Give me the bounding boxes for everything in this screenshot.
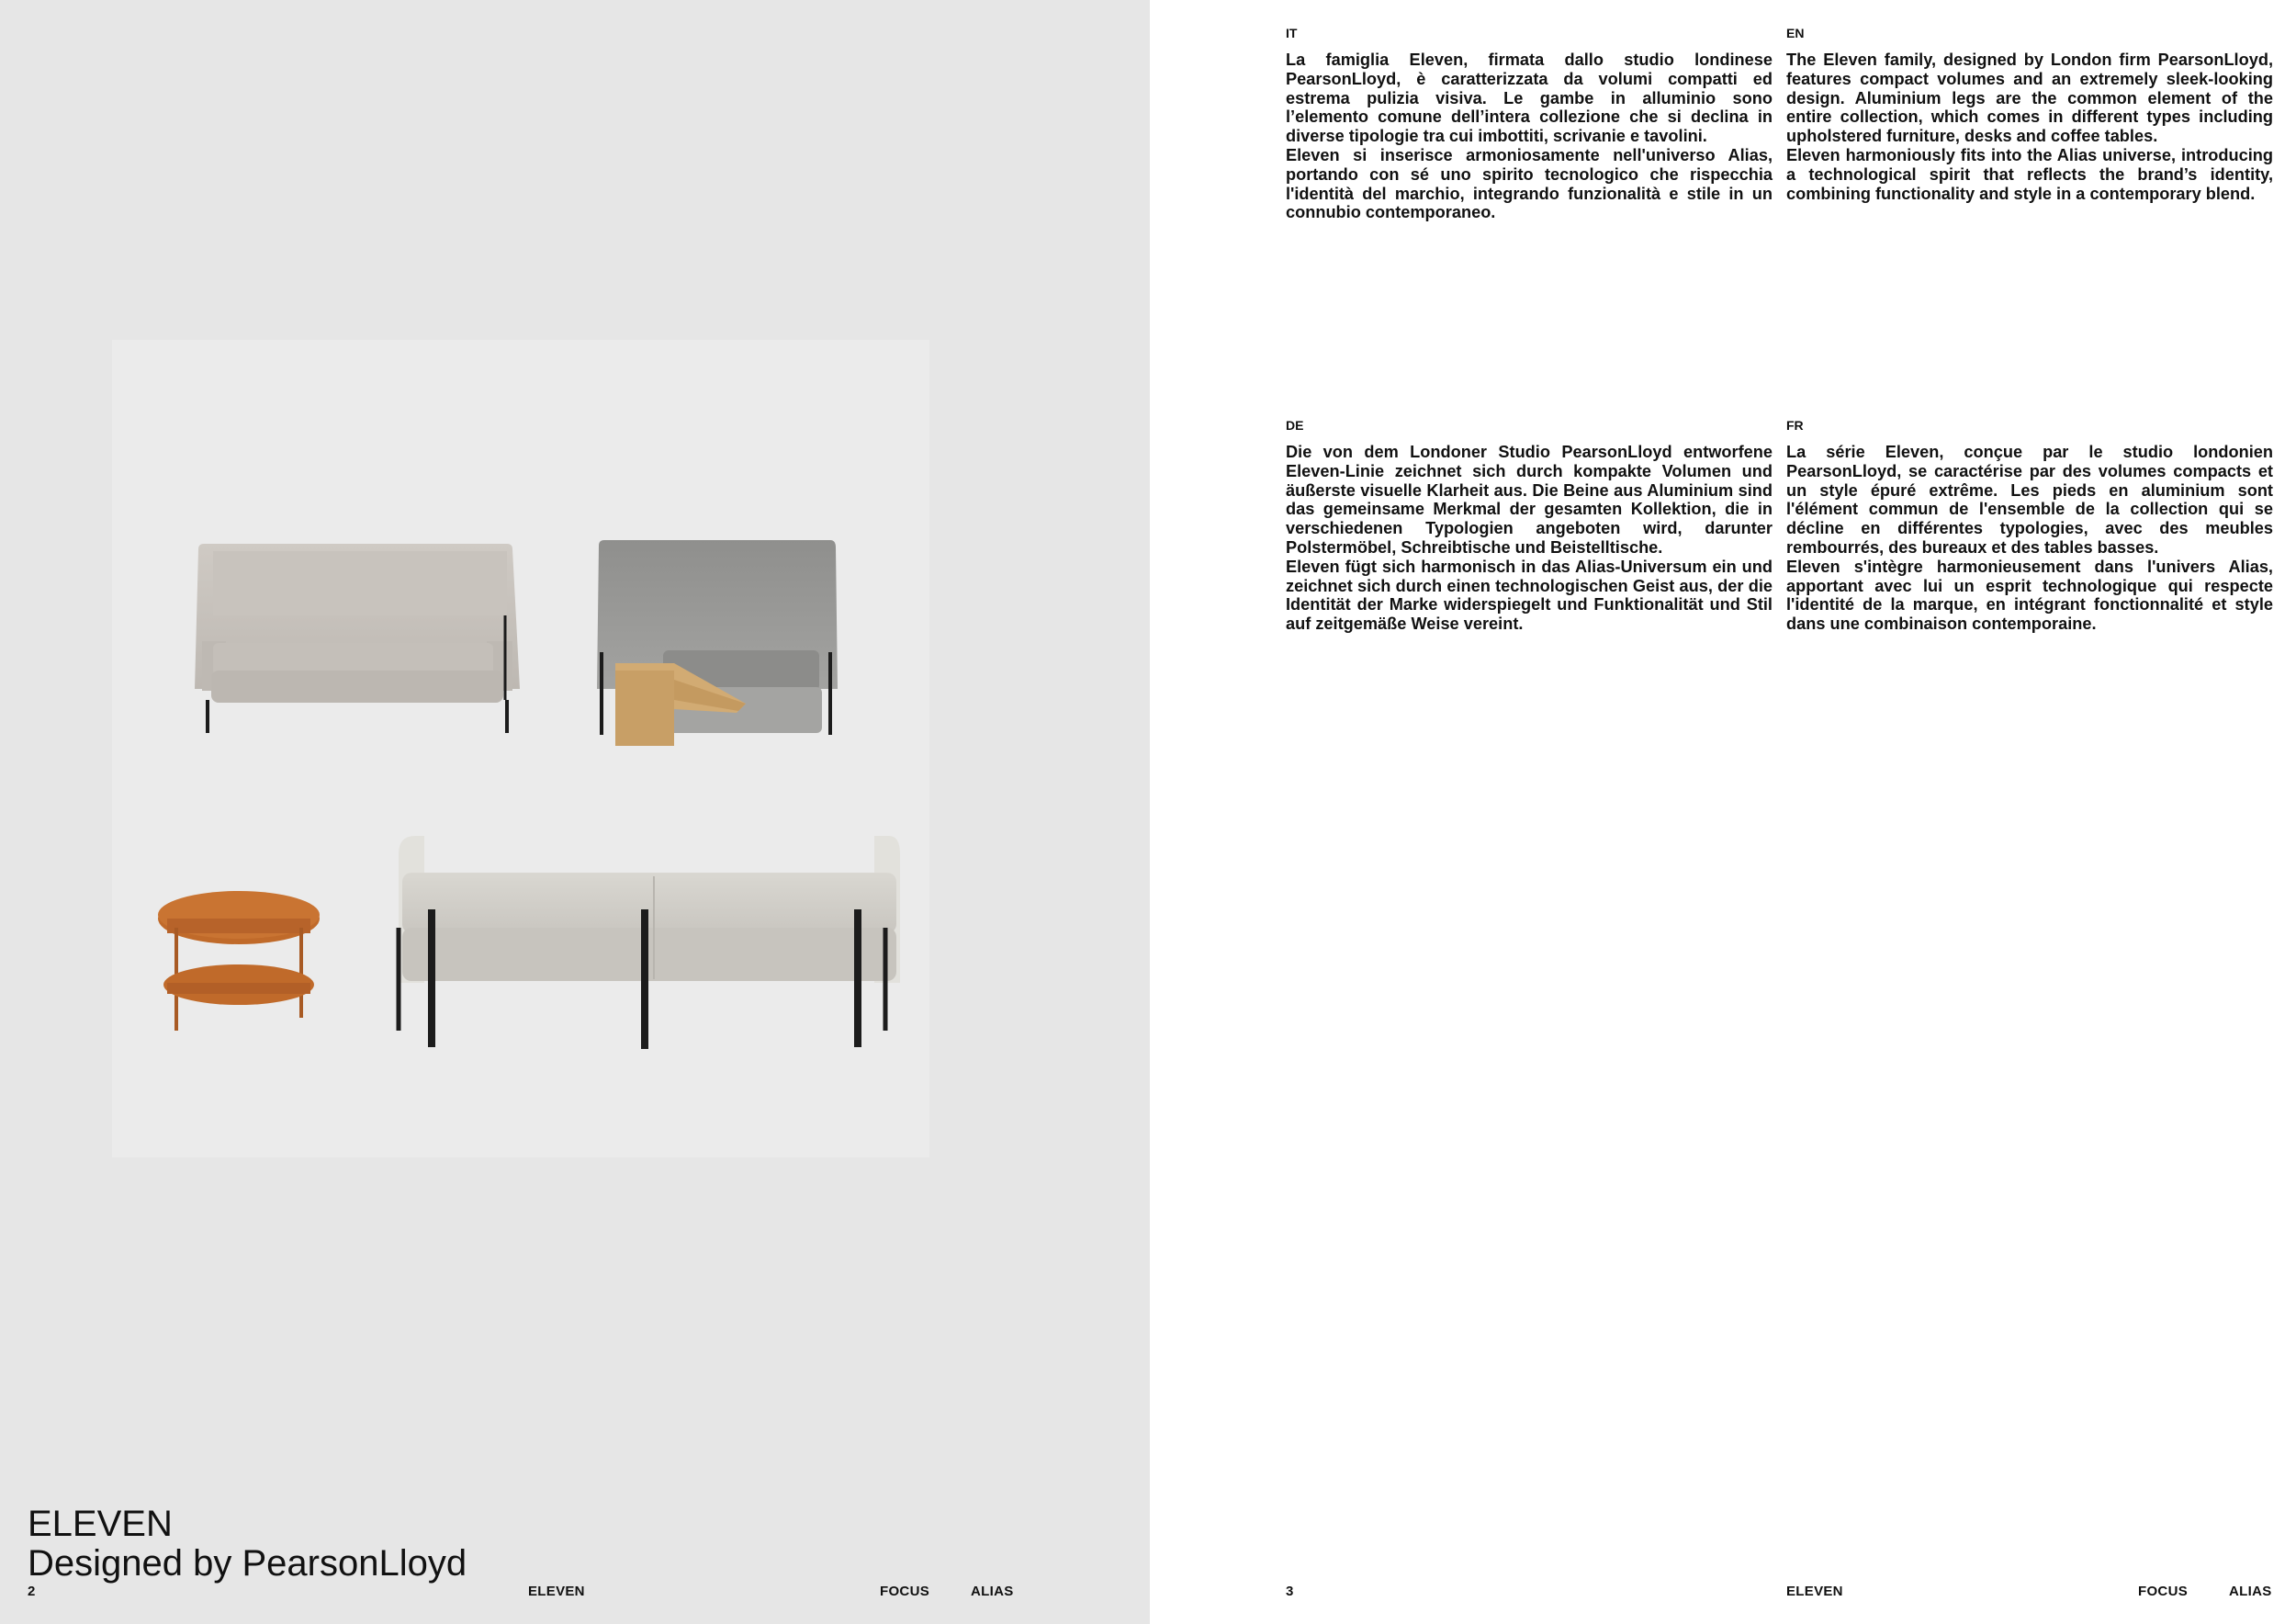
right-page — [1150, 0, 2296, 1624]
footer-brand: ALIAS — [971, 1584, 1014, 1599]
paragraph: The Eleven family, designed by London firm PearsonLloyd, features compact volumes and an extremely sleek-looking design. Aluminium legs are the common element of the entire collection, which comes in different types including upholstered furniture, desks and coffee tables. — [1786, 51, 2273, 146]
paragraph: Die von dem Londoner Studio PearsonLloyd entworfene Eleven-Linie zeichnet sich durch kompakte Volumen und äußerste visuelle Klarheit aus. Die Beine aus Aluminium sind das gemeinsame Merkmal der gesamten Kollektion, die in verschiedenen Typologien angeboten wird, darunter Polstermöbel, Schreibtische und Beistelltische. — [1286, 443, 1773, 557]
paragraph: Eleven fügt sich harmonisch in das Alias-Universum ein und zeichnet sich durch einen technologischen Geist aus, der die Identität der Marke widerspiegelt und Funktionalität und Stil auf zeitgemäße Weise vereint. — [1286, 557, 1773, 634]
paragraph: Eleven harmoniously fits into the Alias universe, introducing a technological spirit that reflects the brand’s identity, combining functionality and style in a contemporary blend. — [1786, 145, 2273, 203]
lang-label-de: DE — [1286, 418, 1304, 433]
paragraph: Eleven si inserisce armoniosamente nell'universo Alias, portando con sé uno spirito tecnologico che rispecchia l'identità del marchio, integrando funzionalità e stile in un connubio contemporaneo. — [1286, 145, 1773, 222]
three-seater-sofa — [399, 836, 900, 1049]
product-photo — [112, 340, 929, 1157]
text-block-it — [1286, 51, 1773, 222]
paragraph: Eleven s'intègre harmonieusement dans l'univers Alias, apportant avec lui un esprit technologique qui respecte l'identité de la marque, en intégrant fonctionnalité et style dans une combinaison contemporaine. — [1786, 557, 2273, 634]
lang-label-en: EN — [1786, 26, 1805, 40]
round-coffee-table — [158, 891, 320, 1031]
page-number: 3 — [1286, 1584, 1294, 1599]
page-number: 2 — [28, 1584, 36, 1599]
eleven-collection-illustration — [112, 340, 929, 1157]
footer-section: FOCUS — [2138, 1584, 2188, 1599]
highback-armchair-with-table — [597, 540, 838, 746]
text-block-fr — [1786, 443, 2273, 634]
lang-label-it: IT — [1286, 26, 1298, 40]
paragraph: La famiglia Eleven, firmata dallo studio londinese PearsonLloyd, è caratterizzata da volumi compatti ed estrema pulizia visiva. Le gambe in alluminio sono l’elemento comune dell’intera collezione che si declina in diverse tipologie tra cui imbottiti, scrivanie e tavolini. — [1286, 51, 1773, 146]
paragraph: La série Eleven, conçue par le studio londonien PearsonLloyd, se caractérise par des volumes compacts et un style épuré extrême. Les pieds en aluminium sont l'élément commun de l'ensemble de la collection qui se décline en différentes typologies, avec des meubles rembourrés, des bureaux et des tables basses. — [1786, 443, 2273, 557]
footer-collection: ELEVEN — [1786, 1584, 1843, 1599]
text-block-de — [1286, 443, 1773, 634]
footer-collection: ELEVEN — [528, 1584, 585, 1599]
footer-section: FOCUS — [880, 1584, 929, 1599]
highback-sofa — [195, 544, 520, 733]
footer-brand: ALIAS — [2229, 1584, 2272, 1599]
collection-title: ELEVEN — [28, 1504, 173, 1544]
lang-label-fr: FR — [1786, 418, 1804, 433]
designer-subtitle: Designed by PearsonLloyd — [28, 1543, 467, 1584]
text-block-en — [1786, 51, 2273, 203]
cover-title — [28, 1505, 467, 1584]
